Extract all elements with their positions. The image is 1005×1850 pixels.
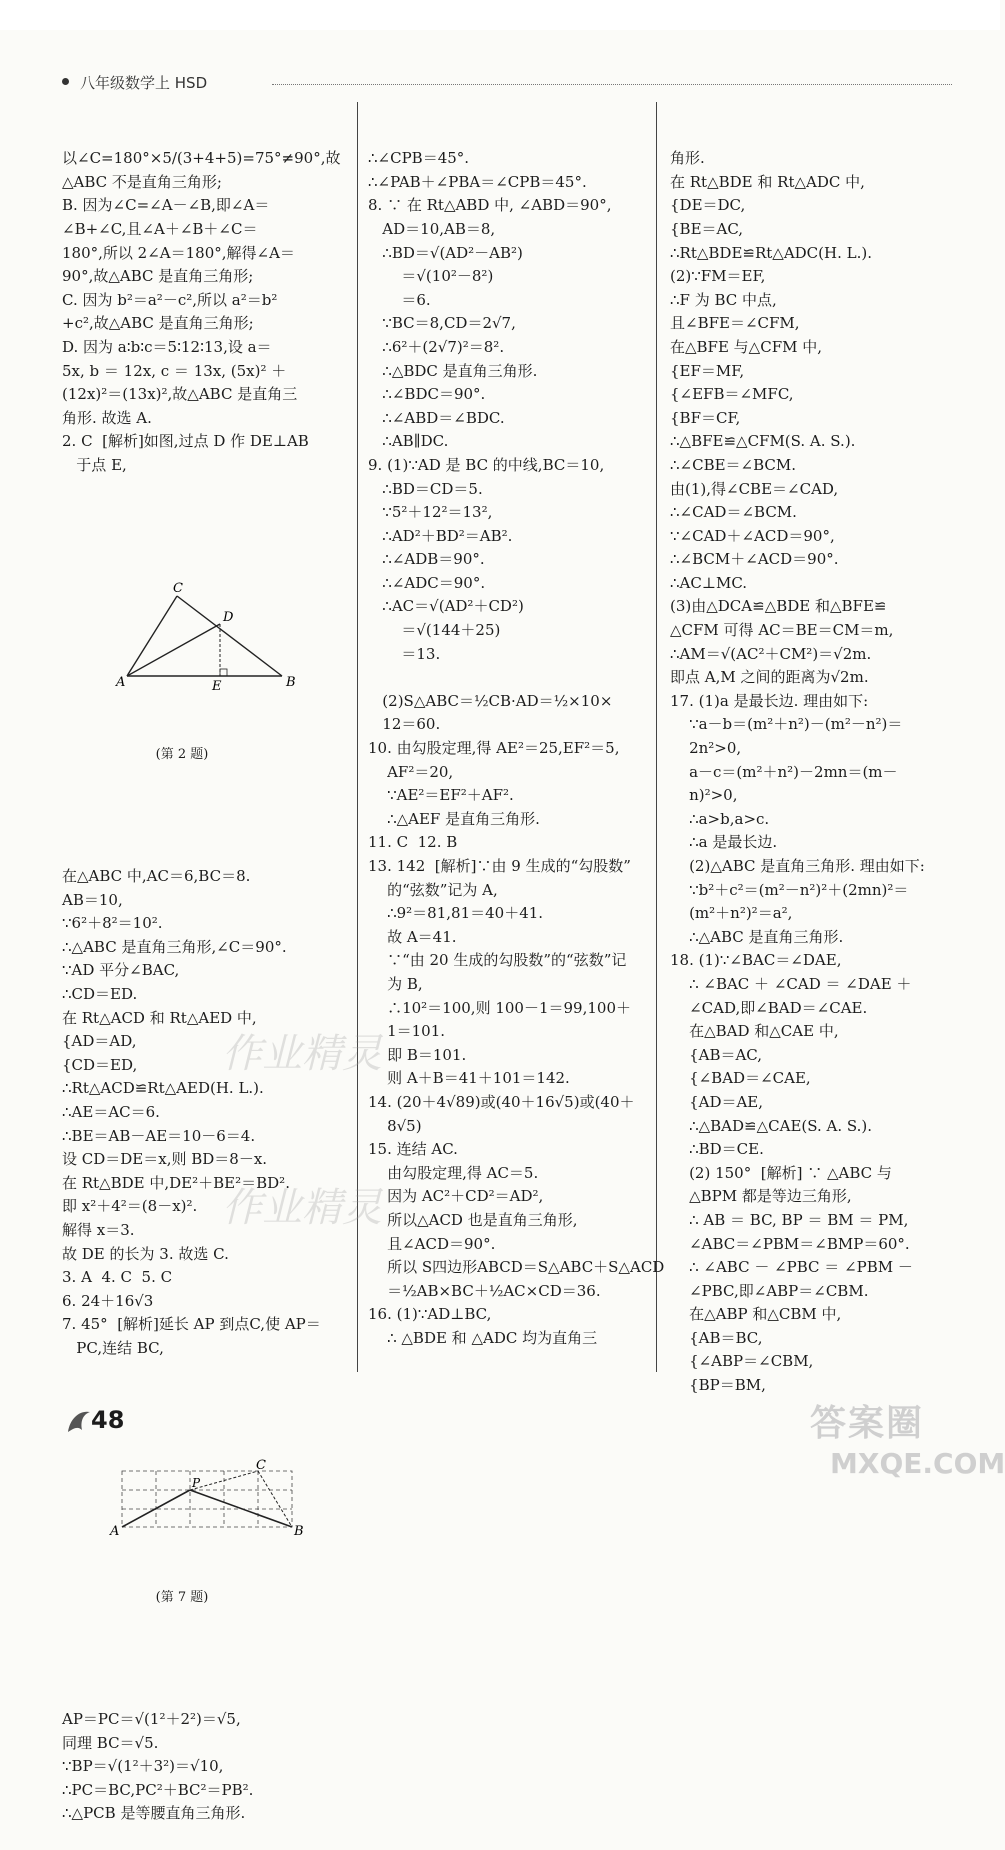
- text-line: 8. ∵ 在 Rt△ABD 中, ∠ABD＝90°,: [368, 196, 612, 215]
- text-line: a－c＝(m²＋n²)－2mn＝(m－: [670, 762, 898, 781]
- top-margin: [0, 0, 1000, 30]
- text-line: {EF＝MF,: [670, 361, 745, 380]
- text-line: {BE＝AC,: [670, 219, 744, 238]
- column-1-text-b: [62, 865, 352, 1360]
- text-line: 由勾股定理,得 AC＝5.: [368, 1163, 539, 1182]
- text-line: ∴△AEF 是直角三角形.: [368, 809, 540, 828]
- text-line: ＝√(144＋25): [368, 621, 501, 640]
- text-line: ∴AB∥DC.: [368, 432, 449, 451]
- text-line: ∵a－b＝(m²＋n²)－(m²－n²)＝: [670, 715, 903, 734]
- text-line: ∵BP＝√(1²＋3²)＝√10,: [62, 1757, 224, 1776]
- column-3: [670, 100, 960, 1421]
- page-number-text: 48: [91, 1406, 125, 1434]
- text-line: 在△BAD 和△CAE 中,: [670, 1022, 839, 1041]
- text-line: (2) 150° [解析] ∵ △ABC 与: [670, 1163, 892, 1182]
- page-header: [62, 72, 952, 96]
- column-divider-2: [656, 102, 657, 1372]
- text-line: 则 A＋B＝41＋101＝142.: [368, 1069, 570, 1088]
- text-line: 15. 连结 AC.: [368, 1140, 458, 1159]
- fig2-label-A: A: [116, 674, 126, 690]
- text-line: ∠CAD,即∠BAD＝∠CAE.: [670, 998, 868, 1017]
- text-line: 180°,所以 2∠A＝180°,解得∠A＝: [62, 243, 295, 262]
- header-rule: [272, 84, 952, 85]
- text-line: ∠PBC,即∠ABP＝∠CBM.: [670, 1281, 869, 1300]
- text-line: 由(1),得∠CBE＝∠CAD,: [670, 479, 839, 498]
- column-1: [62, 100, 352, 1850]
- text-line: ∴F 为 BC 中点,: [670, 290, 777, 309]
- text-line: ∴10²＝100,则 100－1＝99,100＋: [368, 998, 631, 1017]
- text-line: ∴PC＝BC,PC²＋BC²＝PB².: [62, 1780, 254, 1799]
- text-line: ∴BE＝AB－AE＝10－6＝4.: [62, 1126, 256, 1145]
- text-line: {BP＝BM,: [670, 1376, 766, 1395]
- text-line: (2)S△ABC＝½CB·AD＝½×10×: [368, 691, 613, 710]
- text-line: 8√5): [368, 1116, 422, 1135]
- figure-7: [62, 1412, 352, 1657]
- text-line: 所以 S四边形ABCD＝S△ABC＋S△ACD: [368, 1258, 665, 1277]
- column-2: [368, 100, 665, 1374]
- column-1-text-a: [62, 147, 352, 477]
- text-line: ∵b²＋c²＝(m²－n²)²＋(2mn)²＝: [670, 880, 909, 899]
- column-2-text: [368, 147, 665, 1350]
- text-line: 在 Rt△ACD 和 Rt△AED 中,: [62, 1008, 257, 1027]
- text-line: ∴9²＝81,81＝40＋41.: [368, 904, 544, 923]
- text-line: ∴∠CAD＝∠BCM.: [670, 503, 797, 522]
- text-line: ∴∠CPB＝45°.: [368, 149, 470, 168]
- text-line: ∴∠ABD＝∠BDC.: [368, 408, 505, 427]
- figure-7-caption: (第 7 题): [155, 1590, 209, 1606]
- text-line: 在△ABP 和△CBM 中,: [670, 1305, 842, 1324]
- text-line: 解得 x＝3.: [62, 1220, 135, 1239]
- text-line: ∴AC＝√(AD²＋CD²): [368, 597, 524, 616]
- text-line: ∵AD 平分∠BAC,: [62, 961, 180, 980]
- text-line: 且∠ACD＝90°.: [368, 1234, 496, 1253]
- text-line: ∵5²＋12²＝13²,: [368, 503, 493, 522]
- text-line: (m²＋n²)²＝a²,: [670, 904, 793, 923]
- text-line: ∴△ABC 是直角三角形,∠C＝90°.: [62, 937, 287, 956]
- figure-2-caption: (第 2 题): [155, 747, 209, 763]
- text-line: {BF＝CF,: [670, 408, 741, 427]
- text-line: 90°,故△ABC 是直角三角形;: [62, 267, 254, 286]
- column-3-text: [670, 147, 960, 1397]
- text-line: +c²,故△ABC 是直角三角形;: [62, 314, 254, 333]
- text-line: 以∠C=180°×5/(3+4+5)=75°≠90°,故: [62, 149, 341, 168]
- text-line: ∴AM＝√(AC²＋CM²)＝√2m.: [670, 644, 872, 663]
- text-line: 所以△ACD 也是直角三角形,: [368, 1210, 578, 1229]
- text-line: AF²＝20,: [368, 762, 454, 781]
- text-line: n)²>0,: [670, 786, 738, 805]
- text-line: 2n²>0,: [670, 739, 742, 758]
- site-logo: [810, 1395, 1005, 1487]
- text-line: 18. (1)∵∠BAC＝∠DAE,: [670, 951, 842, 970]
- figure-2-diagram: [62, 576, 302, 696]
- text-line: (12x)²＝(13x)²,故△ABC 是直角三: [62, 385, 298, 404]
- fig7-label-C: C: [256, 1457, 266, 1473]
- column-1-text-c: [62, 1708, 352, 1826]
- text-line: (2)△ABC 是直角三角形. 理由如下:: [670, 857, 925, 875]
- text-line: ∴ △BDE 和 △ADC 均为直角三: [368, 1328, 598, 1347]
- text-line: [368, 666, 648, 690]
- text-line: (2)∵FM＝EF,: [670, 267, 766, 286]
- text-line: ＝√(10²－8²): [368, 267, 494, 286]
- text-line: 14. (20＋4√89)或(40＋16√5)或(40＋: [368, 1092, 635, 1111]
- text-line: 在 Rt△BDE 和 Rt△ADC 中,: [670, 172, 865, 191]
- text-line: {AB＝BC,: [670, 1328, 763, 1347]
- watermark-2: 作业精灵: [222, 1185, 382, 1231]
- text-line: {AD＝AE,: [670, 1092, 764, 1111]
- text-line: ∴△BFE≌△CFM(S. A. S.).: [670, 432, 856, 451]
- text-line: ＝13.: [368, 644, 441, 663]
- text-line: ∴a 是最长边.: [670, 833, 778, 852]
- text-line: ∴△BAD≌△CAE(S. A. S.).: [670, 1116, 873, 1135]
- text-line: ∠ABC＝∠PBM＝∠BMP＝60°.: [670, 1234, 910, 1253]
- text-line: △ABC 不是直角三角形;: [62, 172, 222, 191]
- text-line: ∴BD＝CE.: [670, 1140, 764, 1159]
- figure-7-diagram: [62, 1459, 302, 1539]
- text-line: ∴AE＝AC＝6.: [62, 1102, 160, 1121]
- text-line: 且∠BFE＝∠CFM,: [670, 314, 800, 333]
- text-line: 于点 E,: [62, 455, 127, 474]
- text-line: ∵∠CAD＋∠ACD＝90°,: [670, 526, 835, 545]
- text-line: {∠BAD＝∠CAE,: [670, 1069, 811, 1088]
- text-line: ∴AC⊥MC.: [670, 573, 748, 592]
- text-line: {AB＝AC,: [670, 1045, 763, 1064]
- text-line: {CD＝ED,: [62, 1055, 138, 1074]
- text-line: 角形.: [670, 149, 705, 168]
- text-line: △CFM 可得 AC＝BE＝CM＝m,: [670, 621, 894, 640]
- logo-main-text: 答案圈: [810, 1403, 925, 1444]
- text-line: ＝½AB×BC＋½AC×CD＝36.: [368, 1281, 601, 1300]
- page-number: [64, 1400, 124, 1444]
- fig7-label-B: B: [294, 1523, 304, 1539]
- fig2-label-B: B: [286, 674, 296, 690]
- text-line: {AD＝AD,: [62, 1032, 137, 1051]
- text-line: ∴△BDC 是直角三角形.: [368, 361, 538, 380]
- fig2-label-C: C: [173, 580, 183, 596]
- text-line: △BPM 都是等边三角形,: [670, 1187, 852, 1206]
- header-title: 八年级数学上 HSD: [80, 74, 208, 92]
- fig2-label-D: D: [223, 609, 234, 625]
- text-line: ∴△PCB 是等腰直角三角形.: [62, 1804, 246, 1823]
- text-line: 5x, b ＝ 12x, c ＝ 13x, (5x)² ＋: [62, 361, 287, 380]
- text-line: ∴∠BCM＋∠ACD＝90°.: [670, 550, 839, 569]
- text-line: ∵“由 20 生成的勾股数”的“弦数”记: [368, 951, 627, 970]
- text-line: 9. (1)∵AD 是 BC 的中线,BC＝10,: [368, 455, 605, 474]
- text-line: 为 B,: [368, 974, 423, 993]
- text-line: ∴∠CBE＝∠BCM.: [670, 455, 797, 474]
- text-line: 1＝101.: [368, 1022, 446, 1041]
- text-line: ∵6²＋8²＝10².: [62, 914, 163, 933]
- text-line: 10. 由勾股定理,得 AE²＝25,EF²＝5,: [368, 739, 620, 758]
- text-line: {DE＝DC,: [670, 196, 746, 215]
- text-line: ∴∠ADC＝90°.: [368, 573, 486, 592]
- bullet-icon: [62, 78, 69, 85]
- text-line: ∴AD²＋BD²＝AB².: [368, 526, 513, 545]
- text-line: B. 因为∠C=∠A－∠B,即∠A＝: [62, 196, 270, 215]
- text-line: AP＝PC＝√(1²＋2²)＝√5,: [62, 1710, 241, 1729]
- text-line: 3. A 4. C 5. C: [62, 1268, 173, 1287]
- text-line: 2. C [解析]如图,过点 D 作 DE⊥AB: [62, 432, 309, 451]
- text-line: 故 A＝41.: [368, 927, 457, 946]
- text-line: ∴∠PAB＋∠PBA＝∠CPB＝45°.: [368, 172, 587, 191]
- text-line: 即 B＝101.: [368, 1045, 467, 1064]
- text-line: D. 因为 a∶b∶c＝5∶12∶13,设 a＝: [62, 337, 272, 356]
- text-line: ∴Rt△ACD≌Rt△AED(H. L.).: [62, 1079, 264, 1098]
- text-line: ∵BC＝8,CD＝2√7,: [368, 314, 516, 333]
- text-line: ∠B+∠C,且∠A＋∠B＋∠C＝: [62, 219, 258, 238]
- text-line: ∴a>b,a>c.: [670, 809, 770, 828]
- text-line: 在△BFE 与△CFM 中,: [670, 337, 822, 356]
- text-line: 6. 24＋16√3: [62, 1291, 154, 1310]
- text-line: ∴6²＋(2√7)²＝8².: [368, 337, 505, 356]
- text-line: ∴∠BDC＝90°.: [368, 385, 486, 404]
- text-line: C. 因为 b²＝a²－c²,所以 a²＝b²: [62, 290, 278, 309]
- fig7-label-A: A: [110, 1523, 120, 1539]
- text-line: AD＝10,AB＝8,: [368, 219, 496, 238]
- text-line: 在 Rt△BDE 中,DE²＋BE²＝BD².: [62, 1173, 290, 1192]
- text-line: {∠ABP＝∠CBM,: [670, 1352, 814, 1371]
- dolphin-icon: [64, 1404, 94, 1440]
- text-line: 17. (1)a 是最长边. 理由如下:: [670, 691, 869, 710]
- fig2-label-E: E: [212, 678, 222, 694]
- text-line: ∴CD＝ED.: [62, 985, 138, 1003]
- text-line: ∴BD＝√(AD²－AB²): [368, 243, 523, 262]
- text-line: 因为 AC²＋CD²＝AD²,: [368, 1187, 544, 1206]
- text-line: ＝6.: [368, 290, 431, 309]
- text-line: ∴ ∠ABC － ∠PBC ＝ ∠PBM －: [670, 1258, 913, 1277]
- text-line: ∴△ABC 是直角三角形.: [670, 927, 844, 946]
- logo-site-text: MXQE.COM: [830, 1447, 1005, 1480]
- fig7-label-P: P: [192, 1475, 201, 1490]
- text-line: 16. (1)∵AD⊥BC,: [368, 1305, 492, 1324]
- text-line: ∴Rt△BDE≌Rt△ADC(H. L.).: [670, 243, 872, 262]
- text-line: 设 CD＝DE＝x,则 BD＝8－x.: [62, 1150, 268, 1169]
- text-line: 角形. 故选 A.: [62, 408, 152, 427]
- text-line: ∴∠ADB＝90°.: [368, 550, 485, 569]
- figure-2: [62, 529, 352, 814]
- text-line: 的“弦数”记为 A,: [368, 880, 498, 899]
- text-line: 即点 A,M 之间的距离为√2m.: [670, 668, 869, 687]
- text-line: ∴ AB ＝ BC, BP ＝ BM ＝ PM,: [670, 1210, 909, 1229]
- text-line: 在△ABC 中,AC＝6,BC＝8.: [62, 867, 251, 886]
- text-line: 同理 BC＝√5.: [62, 1733, 159, 1752]
- text-line: AB＝10,: [62, 890, 123, 909]
- text-line: ∴BD＝CD＝5.: [368, 479, 483, 498]
- text-line: {∠EFB＝∠MFC,: [670, 385, 794, 404]
- text-line: 7. 45° [解析]延长 AP 到点C,使 AP＝: [62, 1315, 321, 1334]
- text-line: ∴ ∠BAC ＋ ∠CAD ＝ ∠DAE ＋: [670, 974, 912, 993]
- watermark-1: 作业精灵: [222, 1031, 382, 1077]
- text-line: ∵AE²＝EF²＋AF².: [368, 786, 514, 805]
- text-line: (3)由△DCA≌△BDE 和△BFE≌: [670, 597, 887, 616]
- text-line: 故 DE 的长为 3. 故选 C.: [62, 1244, 229, 1263]
- text-line: 13. 142 [解析]∵由 9 生成的“勾股数”: [368, 857, 631, 875]
- text-line: 11. C 12. B: [368, 833, 458, 852]
- text-line: PC,连结 BC,: [62, 1338, 164, 1357]
- text-line: 即 x²＋4²＝(8－x)².: [62, 1197, 198, 1216]
- text-line: 12＝60.: [368, 715, 441, 734]
